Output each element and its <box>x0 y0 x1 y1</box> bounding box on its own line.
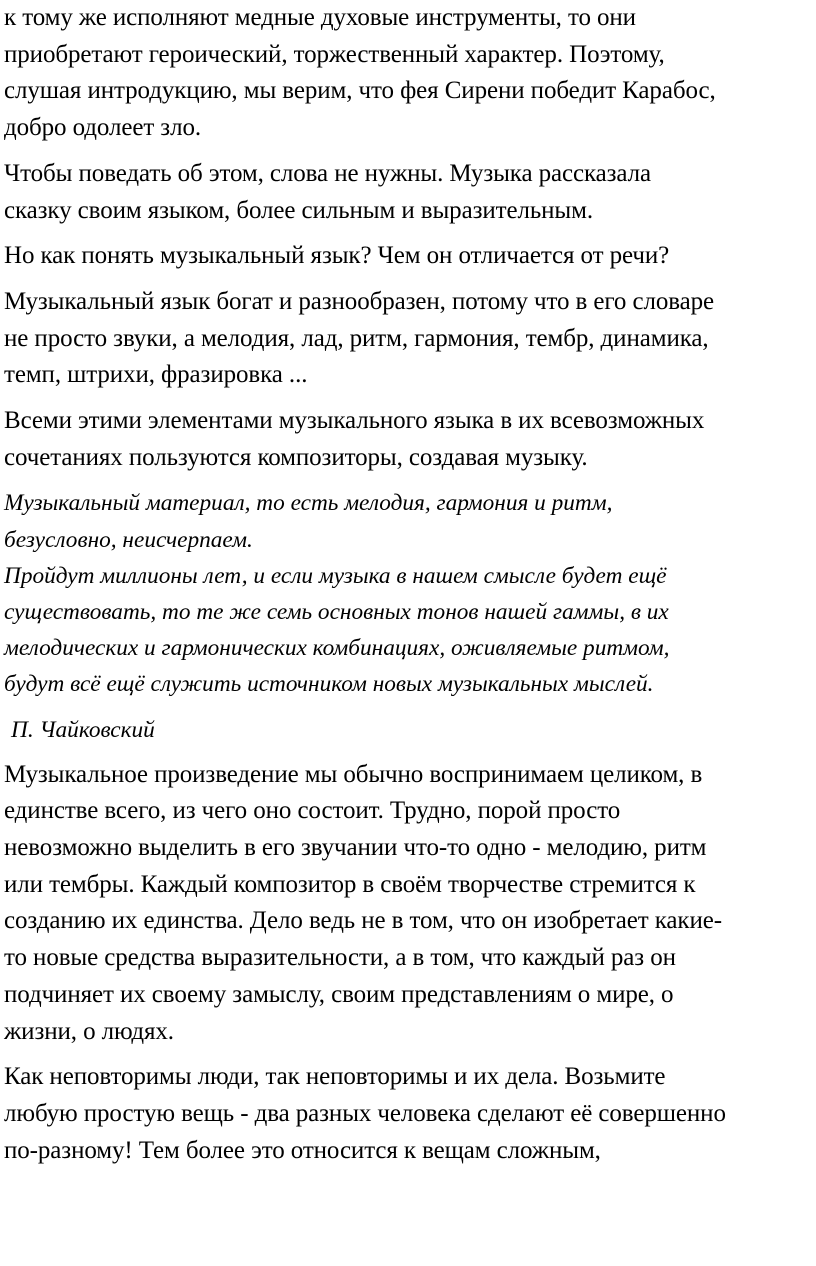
paragraph-unique-people <box>4 1059 816 1169</box>
text-line: сказку своим языком, более сильным и выразительным. <box>4 196 593 224</box>
quote-line: будут всё ещё служить источником новых музыкальных мыслей. <box>4 671 654 698</box>
text-line: сочетаниях пользуются композиторы, создавая музыку. <box>4 443 588 471</box>
paragraph-musical-work <box>4 757 816 1051</box>
paragraph-brass-instruments <box>4 0 816 147</box>
quote-line: Пройдут миллионы лет, и если музыка в нашем смысле будет ещё <box>4 562 667 589</box>
text-line: добро одолеет зло. <box>4 114 202 142</box>
text-line: Но как понять музыкальный язык? Чем он отличается от речи? <box>4 242 670 270</box>
quote-line: безусловно, неисчерпаем. <box>4 526 253 553</box>
text-line: единстве всего, из чего оно состоит. Трудно, порой просто <box>4 797 621 825</box>
paragraph-words-not-needed <box>4 156 816 229</box>
text-line: не просто звуки, а мелодия, лад, ритм, гармония, тембр, динамика, <box>4 324 709 352</box>
text-line: Музыкальное произведение мы обычно воспринимаем целиком, в <box>4 760 703 788</box>
paragraph-composers <box>4 403 816 476</box>
paragraph-musical-language <box>4 284 816 394</box>
text-line: невозможно выделить в его звучании что-то одно - мелодию, ритм <box>4 834 707 862</box>
text-line: любую простую вещь - два разных человека сделают её совершенно <box>4 1099 726 1127</box>
text-line: подчиняет их своему замыслу, своим представлениям о мире, о <box>4 980 674 1008</box>
text-line: по-разному! Тем более это относится к вещам сложным, <box>4 1136 601 1164</box>
quote-author: П. Чайковский <box>11 716 155 743</box>
quote-line: существовать, то те же семь основных тонов нашей гаммы, в их <box>4 599 669 626</box>
text-line: темп, штрихи, фразировка ... <box>4 361 308 389</box>
tchaikovsky-quote <box>4 485 816 702</box>
text-line: то новые средства выразительности, а в том, что каждый раз он <box>4 944 676 972</box>
text-line: Чтобы поведать об этом, слова не нужны. Музыка рассказала <box>4 159 652 187</box>
text-line: приобретают героический, торжественный характер. Поэтому, <box>4 40 665 68</box>
text-line: Всеми этими элементами музыкального языка в их всевозможных <box>4 407 705 435</box>
quote-line: Музыкальный материал, то есть мелодия, гармония и ритм, <box>4 490 613 517</box>
text-line: Музыкальный язык богат и разнообразен, потому что в его словаре <box>4 287 714 315</box>
text-line: слушая интродукцию, мы верим, что фея Сирени победит Карабос, <box>4 77 716 105</box>
quote-line: мелодических и гармонических комбинациях, оживляемые ритмом, <box>4 635 670 662</box>
text-line: Как неповторимы люди, так неповторимы и их дела. Возьмите <box>4 1063 666 1091</box>
text-line: жизни, о людях. <box>4 1017 174 1045</box>
paragraph-question <box>4 238 816 275</box>
text-line: к тому же исполняют медные духовые инструменты, то они <box>4 4 636 31</box>
text-line: или тембры. Каждый композитор в своём творчестве стремится к <box>4 870 696 898</box>
text-line: созданию их единства. Дело ведь не в том, что он изобретает какие- <box>4 907 722 935</box>
